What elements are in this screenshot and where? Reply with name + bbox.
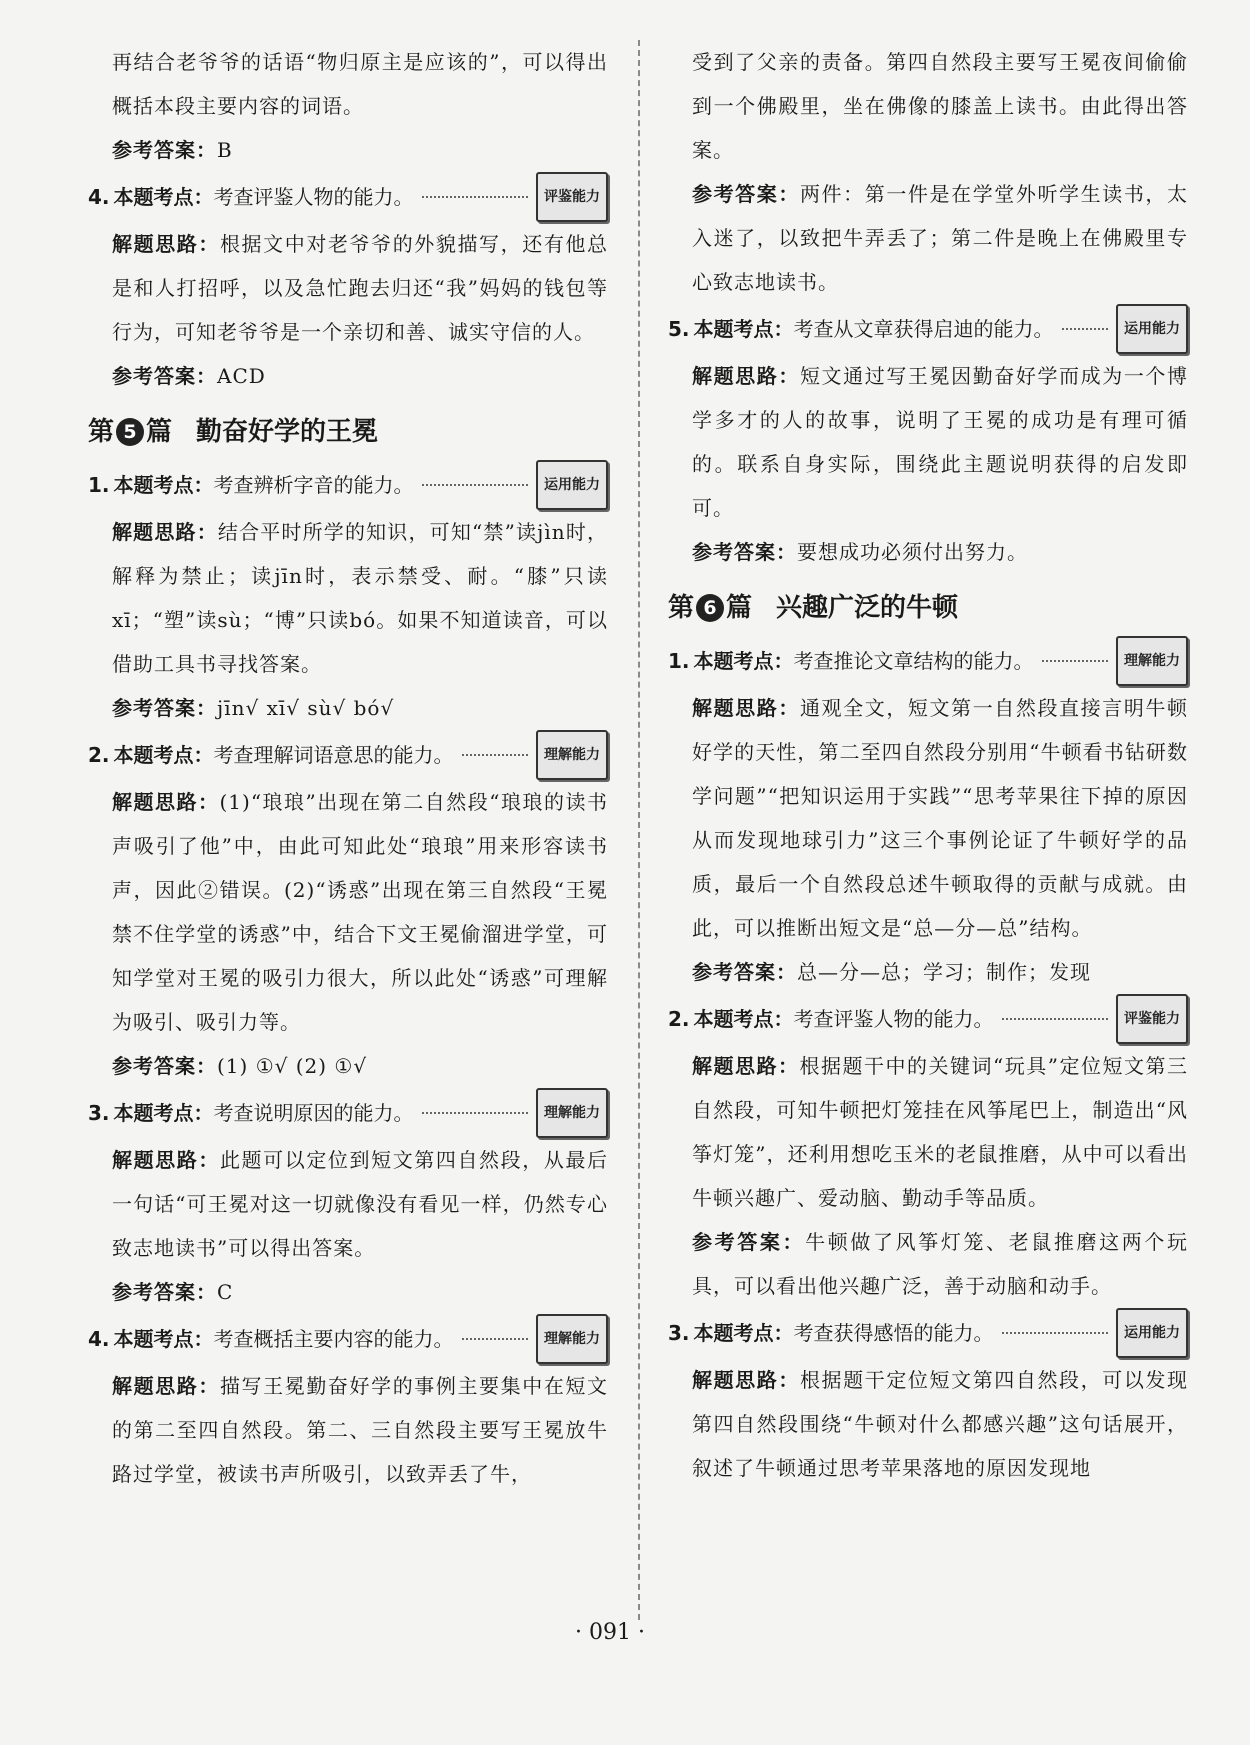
s5-question-2-header: 2. 本题考点： 考查理解词语意思的能力。 理解能力 xyxy=(88,730,608,780)
s5-question-5-header: 5. 本题考点： 考查从文章获得启迪的能力。 运用能力 xyxy=(668,304,1188,354)
s5-question-3-answer: 参考答案：C xyxy=(112,1280,234,1304)
left-column xyxy=(88,40,608,1496)
ability-badge: 运用能力 xyxy=(536,460,608,510)
ability-badge: 运用能力 xyxy=(1116,1308,1188,1358)
ability-badge: 理解能力 xyxy=(1116,636,1188,686)
section-6-title: 第 6 篇 兴趣广泛的牛顿 xyxy=(668,593,959,623)
s6-question-1-answer: 参考答案：总—分—总；学习；制作；发现 xyxy=(692,960,1091,984)
intro-paragraph: 再结合老爷爷的话语“物归原主是应该的”，可以得出概括本段主要内容的词语。 xyxy=(112,50,608,118)
column-divider xyxy=(638,40,640,1620)
s5-question-3-header: 3. 本题考点： 考查说明原因的能力。 理解能力 xyxy=(88,1088,608,1138)
s5-question-5-answer: 参考答案：要想成功必须付出努力。 xyxy=(692,540,1028,564)
s6-question-1-header: 1. 本题考点： 考查推论文章结构的能力。 理解能力 xyxy=(668,636,1188,686)
s5-question-5-thinking: 解题思路：短文通过写王冕因勤奋好学而成为一个博学多才的人的故事，说明了王冕的成功是有理可循的。联系自身实际，围绕此主题说明获得的启发即可。 xyxy=(692,364,1189,520)
section-5-title: 第 5 篇 勤奋好学的王冕 xyxy=(88,417,379,447)
question-4-header: 4. 本题考点： 考查评鉴人物的能力。 评鉴能力 xyxy=(88,172,608,222)
s5-question-1-header: 1. 本题考点： 考查辨析字音的能力。 运用能力 xyxy=(88,460,608,510)
page-number: · 091 · xyxy=(575,1620,645,1645)
s5-question-3-thinking: 解题思路：此题可以定位到短文第四自然段，从最后一句话“可王冕对这一切就像没有看见一样，仍然专心致志地读书”可以得出答案。 xyxy=(112,1148,609,1260)
s5-question-2-thinking: 解题思路：(1)“琅琅”出现在第二自然段“琅琅的读书声吸引了他”中，由此可知此处“琅琅”用来形容读书声，因此②错误。(2)“诱惑”出现在第三自然段“王冕禁不住学堂的诱惑”中，结合下文王冕偷溜进学堂，可知学堂对王冕的吸引力很大，所以此处“诱惑”可理解为吸引、吸引力等。 xyxy=(112,790,608,1034)
s5-question-2-answer: 参考答案：(1) ①√ (2) ①√ xyxy=(112,1054,368,1078)
ability-badge: 评鉴能力 xyxy=(1116,994,1188,1044)
right-column xyxy=(668,40,1188,1490)
continued-answer: 参考答案：两件：第一件是在学堂外听学生读书，太入迷了，以致把牛弄丢了；第二件是晚上在佛殿里专心致志地读书。 xyxy=(692,182,1189,294)
s6-question-1-thinking: 解题思路：通观全文，短文第一自然段直接言明牛顿好学的天性，第二至四自然段分别用“牛顿看书钻研数学问题”“把知识运用于实践”“思考苹果往下掉的原因从而发现地球引力”这三个事例论证了牛顿好学的品质，最后一个自然段总述牛顿取得的贡献与成就。由此，可以推断出短文是“总—分—总”结构。 xyxy=(692,696,1189,940)
continued-paragraph: 受到了父亲的责备。第四自然段主要写王冕夜间偷偷到一个佛殿里，坐在佛像的膝盖上读书。由此得出答案。 xyxy=(692,50,1188,162)
s6-question-3-header: 3. 本题考点： 考查获得感悟的能力。 运用能力 xyxy=(668,1308,1188,1358)
intro-answer: 参考答案：B xyxy=(112,138,233,162)
ability-badge: 评鉴能力 xyxy=(536,172,608,222)
ability-badge: 理解能力 xyxy=(536,730,608,780)
s6-question-2-header: 2. 本题考点： 考查评鉴人物的能力。 评鉴能力 xyxy=(668,994,1188,1044)
ability-badge: 运用能力 xyxy=(1116,304,1188,354)
s5-question-4-thinking: 解题思路：描写王冕勤奋好学的事例主要集中在短文的第二至四自然段。第二、三自然段主要写王冕放牛路过学堂，被读书声所吸引，以致弄丢了牛， xyxy=(112,1374,609,1486)
s5-question-1-thinking: 解题思路：结合平时所学的知识，可知“禁”读jìn时，解释为禁止；读jīn时，表示禁受、耐。“膝”只读xī；“塑”读sù；“博”只读bó。如果不知道读音，可以借助工具书寻找答案。 xyxy=(112,520,608,676)
s6-question-3-thinking: 解题思路：根据题干定位短文第四自然段，可以发现第四自然段围绕“牛顿对什么都感兴趣”这句话展开，叙述了牛顿通过思考苹果落地的原因发现地 xyxy=(692,1368,1189,1480)
s5-question-1-answer: 参考答案：jīn√ xī√ sù√ bó√ xyxy=(112,696,395,720)
question-4-answer: 参考答案：ACD xyxy=(112,364,266,388)
s6-question-2-answer: 参考答案：牛顿做了风筝灯笼、老鼠推磨这两个玩具，可以看出他兴趣广泛，善于动脑和动手。 xyxy=(692,1230,1189,1298)
question-4-thinking: 解题思路：根据文中对老爷爷的外貌描写，还有他总是和人打招呼，以及急忙跑去归还“我”妈妈的钱包等行为，可知老爷爷是一个亲切和善、诚实守信的人。 xyxy=(112,232,609,344)
s6-question-2-thinking: 解题思路：根据题干中的关键词“玩具”定位短文第三自然段，可知牛顿把灯笼挂在风筝尾巴上，制造出“风筝灯笼”，还利用想吃玉米的老鼠推磨，从中可以看出牛顿兴趣广、爱动脑、勤动手等品质。 xyxy=(692,1054,1189,1210)
s5-question-4-header: 4. 本题考点： 考查概括主要内容的能力。 理解能力 xyxy=(88,1314,608,1364)
ability-badge: 理解能力 xyxy=(536,1088,608,1138)
ability-badge: 理解能力 xyxy=(536,1314,608,1364)
